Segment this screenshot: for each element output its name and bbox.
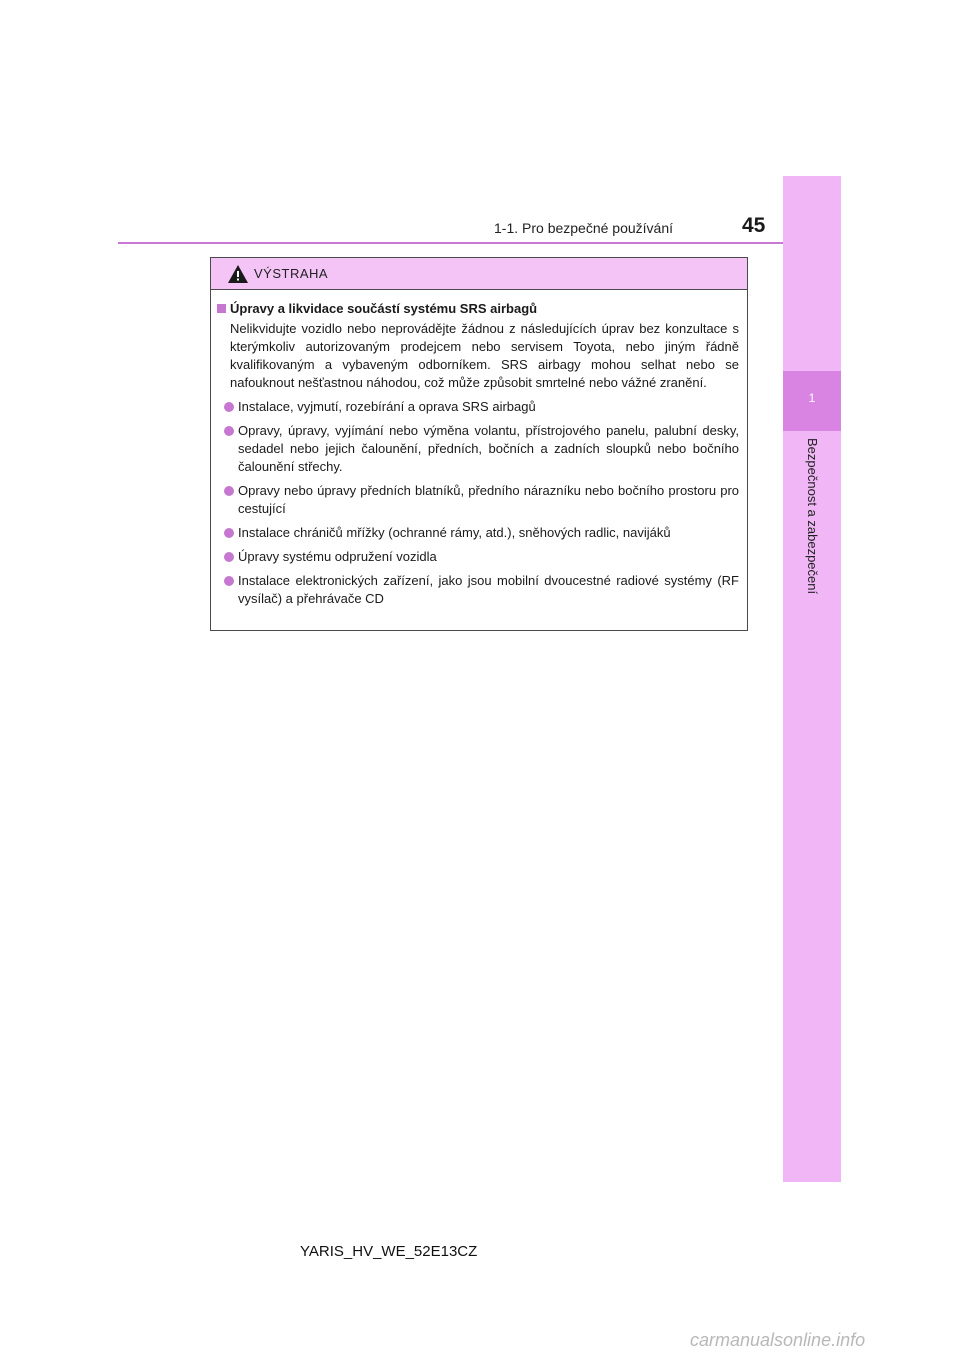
warning-label: VÝSTRAHA — [254, 266, 329, 281]
chapter-tab-number: 1 — [808, 391, 816, 405]
list-item — [217, 482, 741, 518]
document-code: YARIS_HV_WE_52E13CZ — [300, 1243, 478, 1260]
warning-header — [211, 258, 747, 290]
bullet-icon — [224, 402, 234, 412]
bullet-icon — [224, 528, 234, 538]
warning-list — [217, 398, 741, 608]
chapter-side-tab — [783, 176, 841, 1182]
bullet-icon — [224, 486, 234, 496]
bullet-icon — [224, 426, 234, 436]
warning-box — [210, 257, 748, 631]
list-item — [217, 572, 741, 608]
list-item-text: Instalace, vyjmutí, rozebírání a oprava SRS airbagů — [238, 399, 536, 414]
page-number: 45 — [742, 214, 766, 237]
header-divider — [118, 242, 841, 244]
list-item-text: Instalace elektronických zařízení, jako jsou mobilní dvoucestné radiové systémy (RF vysílač) a přehrávače CD — [238, 573, 739, 606]
list-item — [217, 548, 741, 566]
warning-paragraph: Nelikvidujte vozidlo nebo neprovádějte žádnou z následujících úprav bez konzultace s kterýmkoliv autorizovaným prodejcem nebo servisem Toyota, nebo jiným řádně kvalifikovaným a vybaveným odborníkem. SRS airbagy mohou selhat nebo se nafouknout nešťastnou náhodou, což může způsobit smrtelné nebo vážné zranění. — [230, 321, 739, 390]
chapter-title: 1-1. Pro bezpečné používání — [494, 220, 674, 236]
list-item-text: Instalace chráničů mřížky (ochranné rámy, atd.), sněhových radlic, navijáků — [238, 525, 671, 540]
watermark: carmanualsonline.info — [690, 1330, 866, 1350]
bullet-icon — [224, 576, 234, 586]
list-item — [217, 422, 741, 476]
list-item — [217, 524, 741, 542]
list-item-text: Opravy nebo úpravy předních blatníků, předního nárazníku nebo bočního prostoru pro cestující — [238, 483, 739, 516]
bullet-icon — [224, 552, 234, 562]
list-item-text: Opravy, úpravy, vyjímání nebo výměna volantu, přístrojového panelu, palubní desky, sedadel nebo jejich čalounění, předních, bočních a zadních sloupků nebo bočního čalounění střechy. — [238, 423, 739, 474]
list-item-text: Úpravy systému odpružení vozidla — [238, 549, 437, 564]
square-bullet-icon — [217, 304, 226, 313]
chapter-tab-label: Bezpečnost a zabezpečení — [805, 438, 820, 595]
section-title: Úpravy a likvidace součástí systému SRS airbagů — [230, 301, 538, 316]
section-heading — [217, 300, 741, 318]
warning-triangle-icon — [227, 264, 249, 284]
list-item — [217, 398, 741, 416]
warning-body — [211, 290, 747, 608]
